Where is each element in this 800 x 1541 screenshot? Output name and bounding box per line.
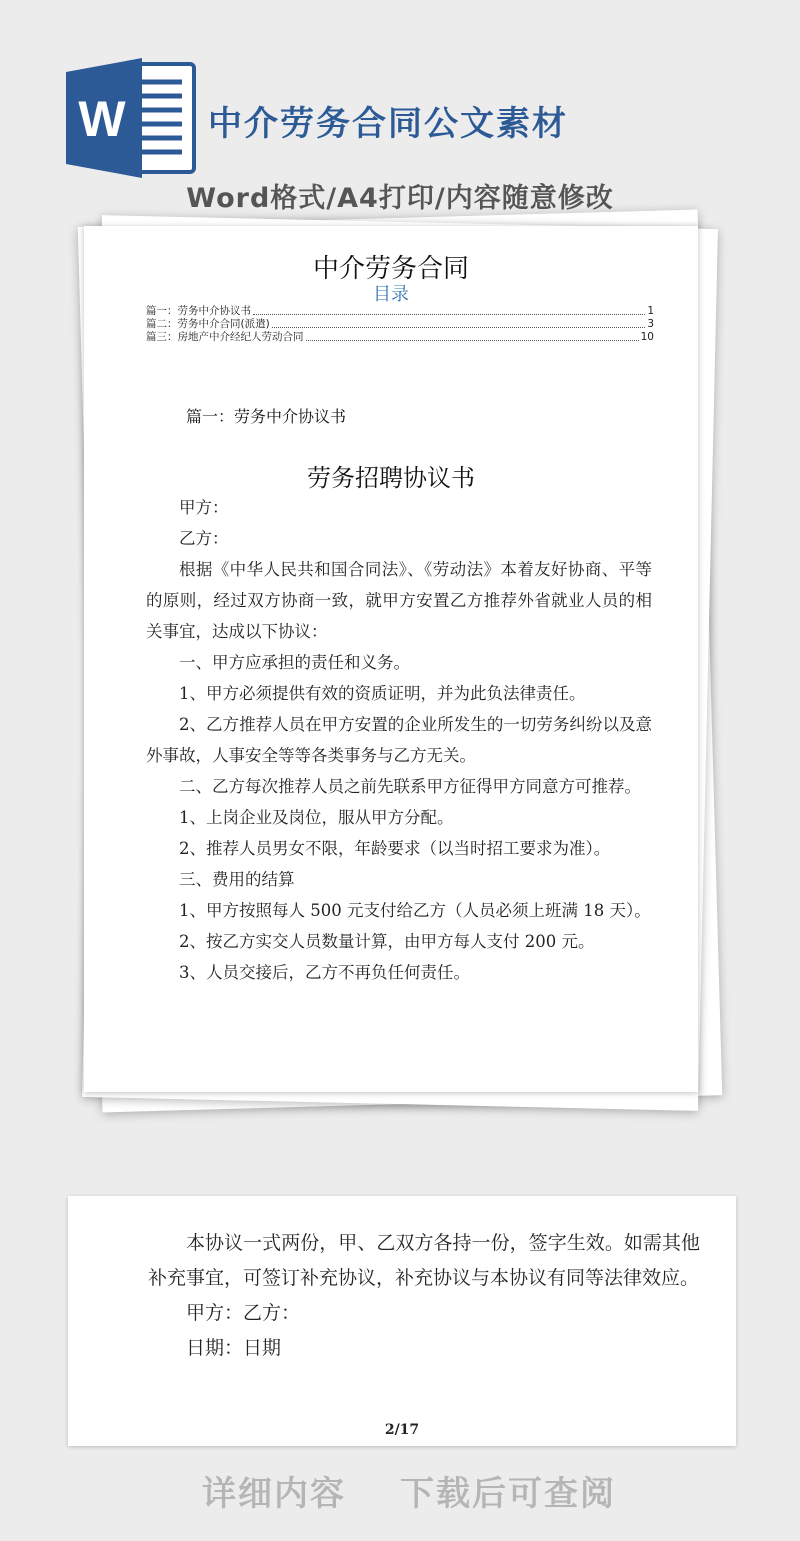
paragraph: 一、甲方应承担的责任和义务。 xyxy=(179,653,410,672)
paragraph: 3、人员交接后，乙方不再负任何责任。 xyxy=(179,963,470,982)
logo-letter: W xyxy=(78,91,126,147)
banner-title: 中介劳务合同公文素材 xyxy=(208,104,568,144)
agreement-body xyxy=(146,492,652,988)
paragraph: 1、甲方必须提供有效的资质证明，并为此负法律责任。 xyxy=(179,684,586,703)
paragraph: 本协议一式两份，甲、乙双方各持一份，签字生效。如需其他补充事宜，可签订补充协议，补充协议与本协议有同等法律效应。 xyxy=(148,1232,700,1289)
toc-entry-label: 篇三：房地产中介经纪人劳动合同 xyxy=(146,331,304,343)
table-of-contents xyxy=(146,305,654,344)
paragraph: 日期：日期 xyxy=(186,1337,282,1359)
toc-entry[interactable] xyxy=(146,318,654,331)
document-title: 中介劳务合同 xyxy=(312,254,469,284)
document-page-two xyxy=(68,1196,736,1446)
paragraph: 2、按乙方实交人员数量计算，由甲方每人支付 200 元。 xyxy=(179,932,595,951)
paragraph: 乙方： xyxy=(179,529,229,548)
paragraph: 根据《中华人民共和国合同法》、《劳动法》本着友好协商、平等的原则，经过双方协商一致，就甲方安置乙方推荐外省就业人员的相关事宜，达成以下协议： xyxy=(146,560,652,641)
toc-leader-dots xyxy=(306,340,639,341)
document-page xyxy=(84,226,698,1092)
agreement-title: 劳务招聘协议书 xyxy=(307,464,475,492)
toc-entry-page: 1 xyxy=(647,305,654,317)
toc-entry-label: 篇二：劳务中介合同(派遣) xyxy=(146,318,270,330)
page-number: 2/17 xyxy=(384,1422,420,1438)
banner-subtitle: Word格式/A4打印/内容随意修改 xyxy=(186,183,614,214)
toc-entry-label: 篇一：劳务中介协议书 xyxy=(146,305,251,317)
page-two-body xyxy=(148,1226,700,1366)
section-heading: 篇一：劳务中介协议书 xyxy=(186,407,347,426)
paragraph: 1、甲方按照每人 500 元支付给乙方（人员必须上班满 18 天）。 xyxy=(179,901,651,920)
toc-entry-page: 10 xyxy=(640,331,654,343)
toc-entry[interactable] xyxy=(146,305,654,318)
toc-leader-dots xyxy=(253,314,645,315)
toc-leader-dots xyxy=(272,327,646,328)
toc-entry[interactable] xyxy=(146,331,654,344)
toc-entry-page: 3 xyxy=(647,318,654,330)
footer-download-text: 下载后可查阅 xyxy=(400,1474,616,1514)
paragraph: 2、乙方推荐人员在甲方安置的企业所发生的一切劳务纠纷以及意外事故，人事安全等等各类事务与乙方无关。 xyxy=(146,715,652,765)
toc-heading: 目录 xyxy=(373,284,409,305)
paragraph: 1、上岗企业及岗位，服从甲方分配。 xyxy=(179,808,454,827)
paragraph: 甲方：乙方： xyxy=(186,1302,301,1324)
word-logo-icon xyxy=(66,58,196,178)
paragraph: 2、推荐人员男女不限，年龄要求（以当时招工要求为准）。 xyxy=(179,839,611,858)
paragraph: 甲方： xyxy=(179,498,229,517)
footer-detail-text: 详细内容 xyxy=(202,1474,346,1514)
paragraph: 三、费用的结算 xyxy=(179,870,295,889)
paragraph: 二、乙方每次推荐人员之前先联系甲方征得甲方同意方可推荐。 xyxy=(179,777,641,796)
